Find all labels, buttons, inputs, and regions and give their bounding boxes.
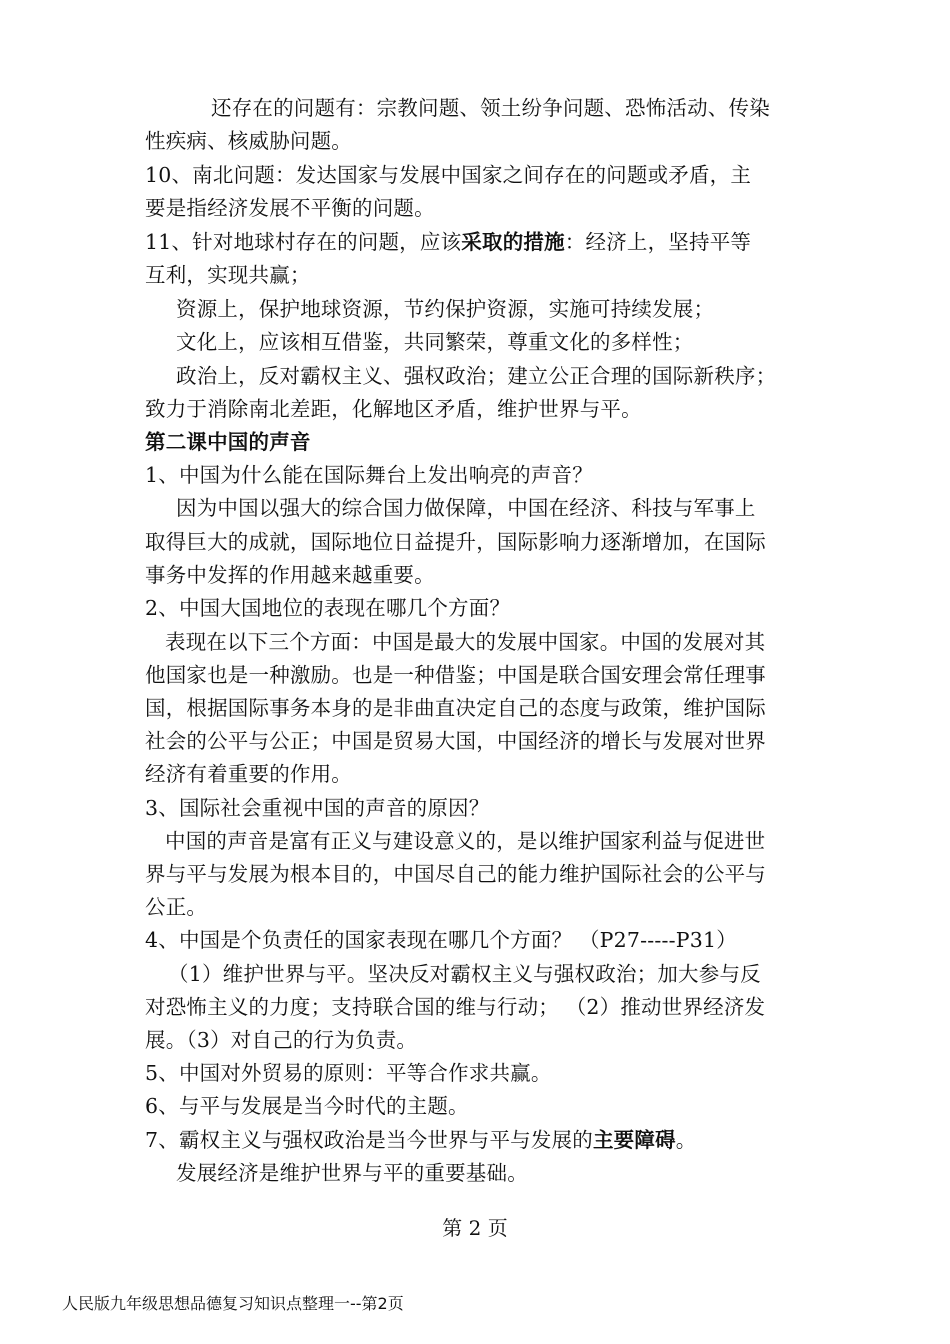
text-line: 文化上，应该相互借鉴，共同繁荣，尊重文化的多样性； [176, 330, 694, 354]
text-line: 社会的公平与公正；中国是贸易大国，中国经济的增长与发展对世界 [145, 729, 766, 753]
question-line: 1、中国为什么能在国际舞台上发出响亮的声音？ [145, 463, 593, 487]
text-line: 致力于消除南北差距，化解地区矛盾，维护世界与平。 [145, 397, 642, 421]
text-line: 界与平与发展为根本目的，中国尽自己的能力维护国际社会的公平与 [145, 862, 766, 886]
text-line: 互利，实现共赢； [145, 263, 311, 287]
text-line: （1）维护世界与平。坚决反对霸权主义与强权政治；加大参与反 [168, 962, 761, 986]
text-line: 6、与平与发展是当今时代的主题。 [145, 1094, 469, 1118]
text-line: 11、针对地球村存在的问题，应该采取的措施：经济上，坚持平等 [145, 230, 752, 254]
question-line: 3、国际社会重视中国的声音的原因？ [145, 796, 490, 820]
text-line: 事务中发挥的作用越来越重要。 [145, 563, 435, 587]
text-line: 性疾病、核威胁问题。 [145, 129, 352, 153]
section-heading: 第二课中国的声音 [145, 430, 311, 454]
text-line: 还存在的问题有：宗教问题、领土纷争问题、恐怖活动、传染 [211, 96, 770, 120]
text-line: 政治上，反对霸权主义、强权政治；建立公正合理的国际新秩序； [176, 364, 777, 388]
question-line: 2、中国大国地位的表现在哪几个方面？ [145, 596, 511, 620]
text-line: 5、中国对外贸易的原则：平等合作求共赢。 [145, 1061, 552, 1085]
text-line: 因为中国以强大的综合国力做保障，中国在经济、科技与军事上 [176, 496, 756, 520]
text-line: 10、南北问题：发达国家与发展中国家之间存在的问题或矛盾，主 [145, 163, 752, 187]
text-line: 取得巨大的成就，国际地位日益提升，国际影响力逐渐增加，在国际 [145, 530, 766, 554]
text-line: 中国的声音是富有正义与建设意义的，是以维护国家利益与促进世 [165, 829, 766, 853]
text-line: 展。（3）对自己的行为负责。 [145, 1028, 418, 1052]
page-number: 第 2 页 [442, 1216, 508, 1240]
text-line: 发展经济是维护世界与平的重要基础。 [176, 1161, 528, 1185]
text-line: 表现在以下三个方面：中国是最大的发展中国家。中国的发展对其 [165, 630, 766, 654]
bold-phrase: 采取的措施 [461, 230, 565, 254]
bold-phrase: 主要障碍 [592, 1128, 676, 1152]
text-line: 资源上，保护地球资源，节约保护资源，实施可持续发展； [176, 297, 715, 321]
text-line: 对恐怖主义的力度；支持联合国的维与行动； （2）推动世界经济发 [145, 995, 766, 1019]
text-line: 7、霸权主义与强权政治是当今世界与平与发展的主要障碍。 [145, 1128, 697, 1152]
text-line: 国，根据国际事务本身的是非曲直决定自己的态度与政策，维护国际 [145, 696, 766, 720]
text-line: 他国家也是一种激励。也是一种借鉴；中国是联合国安理会常任理事 [145, 663, 766, 687]
question-line: 4、中国是个负责任的国家表现在哪几个方面？ （P27-----P31） [145, 928, 737, 952]
text-line: 要是指经济发展不平衡的问题。 [145, 196, 435, 220]
text-line: 经济有着重要的作用。 [145, 762, 352, 786]
text-line: 公正。 [145, 895, 208, 919]
document-caption: 人民版九年级思想品德复习知识点整理一--第2页 [62, 1294, 404, 1313]
